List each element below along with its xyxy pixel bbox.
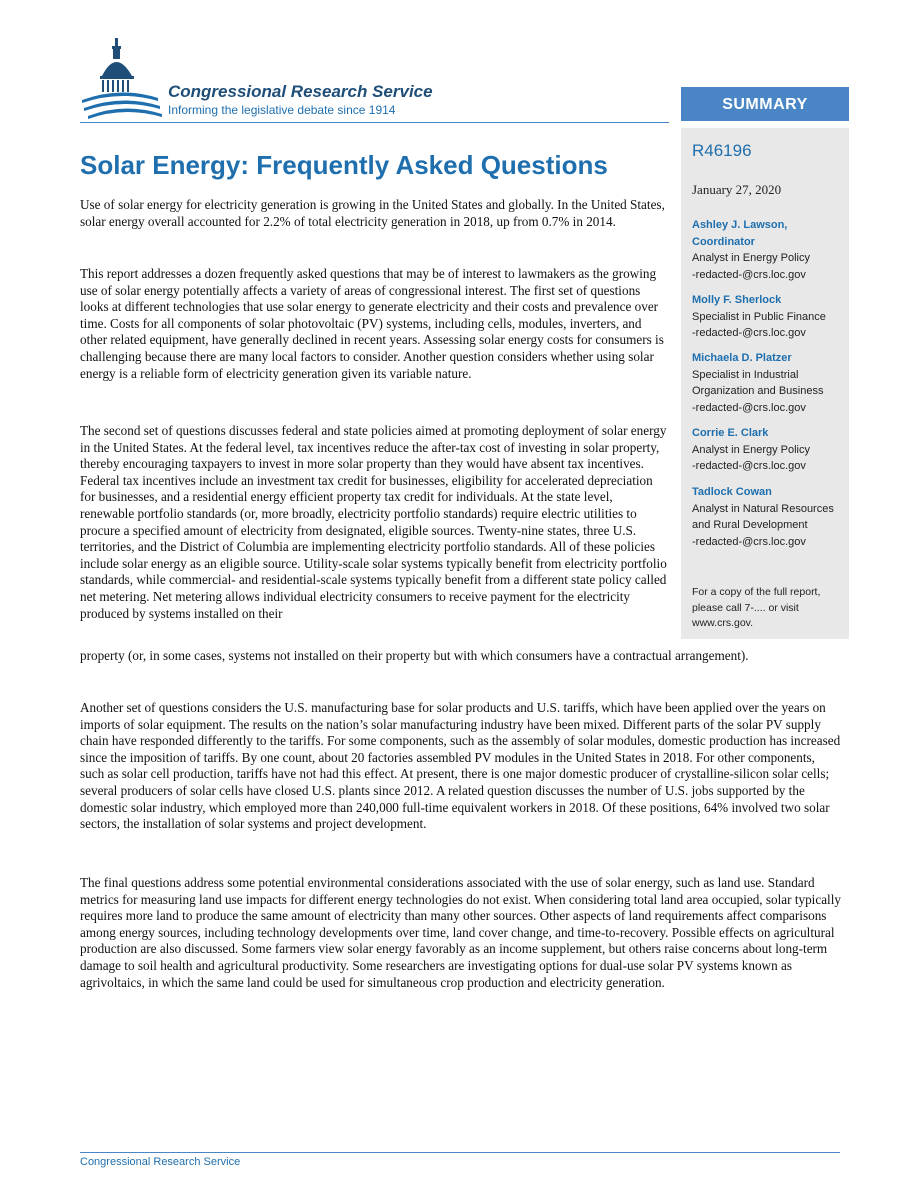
author-email[interactable]: -redacted-@crs.loc.gov [692, 401, 806, 414]
author-role: Specialist in Public Finance [692, 310, 826, 323]
crs-logo [80, 36, 480, 122]
page-title: Solar Energy: Frequently Asked Questions [80, 150, 608, 180]
report-date: January 27, 2020 [692, 182, 782, 197]
author-role: Analyst in Natural Resources and Rural Development [692, 502, 834, 532]
footer-org: Congressional Research Service [80, 1156, 241, 1168]
body-paragraph: The final questions address some potential environmental considerations associated with the use of solar energy, such as land use. Standard metrics for measuring land use impacts for different energy technologies do not exist. When considering total land area occupied, solar typically requires more land to produce the same amount of electricity than many other sources. Other aspects of land requirements affect comparisons among energy sources, including technology developments over time, land cover change, and time-to-recovery. Possible effects on agricultural production are also discussed. Some farmers view solar energy favorably as an income supplement, but others raise concerns about long-term damage to soil health and agricultural productivity. Some researchers are investigating options for dual-use solar PV systems known as agrivoltaics, in which the same land could be used for simultaneous crop production and electricity generation. [80, 875, 841, 990]
author-name[interactable]: Ashley J. Lawson, [692, 219, 788, 231]
author-coordinator: Coordinator [692, 235, 755, 248]
author-name[interactable]: Tadlock Cowan [692, 486, 772, 498]
org-tagline: Informing the legislative debate since 1914 [168, 103, 396, 117]
author-role: Analyst in Energy Policy [692, 252, 810, 265]
author-email[interactable]: -redacted-@crs.loc.gov [692, 268, 806, 281]
author-email[interactable]: -redacted-@crs.loc.gov [692, 535, 806, 548]
org-name: Congressional Research Service [168, 82, 433, 101]
copy-note: For a copy of the full report, please call 7-.... or visit www.crs.gov. [692, 586, 821, 629]
author-role: Analyst in Energy Policy [692, 443, 810, 456]
capitol-dome-icon [80, 36, 170, 122]
author-name[interactable]: Corrie E. Clark [692, 427, 769, 439]
author-name[interactable]: Molly F. Sherlock [692, 294, 782, 306]
header-divider [80, 122, 669, 123]
summary-sidebar [681, 128, 849, 639]
author-email[interactable]: -redacted-@crs.loc.gov [692, 460, 806, 473]
body-paragraph: property (or, in some cases, systems not installed on their property but with which consumers have a contractual arrangement). [80, 648, 749, 663]
footer-divider [80, 1152, 840, 1153]
author-email[interactable]: -redacted-@crs.loc.gov [692, 327, 806, 340]
author-block [692, 425, 848, 475]
body-paragraph: The second set of questions discusses federal and state policies aimed at promoting deployment of solar energy in the United States. At the federal level, tax incentives reduce the after-tax cost of investing in solar property, thereby encouraging taxpayers to invest in more solar property than they would have absent tax incentives. Federal tax incentives include an investment tax credit for businesses, eligibility for accelerated depreciation for businesses, and a residential energy efficient property tax credit for individuals. At the state level, renewable portfolio standards (or, more broadly, electricity portfolio standards) require electric utilities to procure a specified amount of electricity from designated, eligible sources. Twenty-nine states, three U.S. territories, and the District of Columbia are implementing electricity portfolio standards. All of these policies include solar energy as an eligible source. Utility-scale solar systems typically benefit from electricity portfolio standards, while commercial- and residential-scale systems typically benefit from a different state policy called net metering. Net metering allows individual electricity consumers to receive payment for the electricity produced by systems installed on their [80, 423, 667, 621]
body-paragraph: Another set of questions considers the U.S. manufacturing base for solar products and U.S. tariffs, which have been applied over the years on imports of solar equipment. The results on the nation’s solar manufacturing industry have been mixed. Different parts of the solar PV supply chain have responded differently to the tariffs. For some components, such as the assembly of solar modules, domestic production has increased since the imposition of tariffs. By one count, about 20 factories assembled PV modules in the United States in 2018. For other components, such as solar cell production, tariffs have not had this effect. At present, there is one major domestic producer of crystalline-silicon solar cells; several producers of solar cells have closed U.S. plants since 2012. A related question discusses the number of U.S. jobs supported by the domestic solar industry, which employed more than 240,000 full-time equivalent workers in 2018. Of these positions, 64% involved two solar sectors, the installation of solar systems and project development. [80, 700, 841, 832]
body-paragraph: This report addresses a dozen frequently asked questions that may be of interest to lawmakers as the growing use of solar energy potentially affects a variety of areas of congressional interest. The first set of questions looks at different technologies that use solar energy to generate electricity and their costs and prevalence over time. Costs for all components of solar photovoltaic (PV) systems, including cells, modules, inverters, and other related equipment, have generally declined in recent years. Assessing solar energy costs for consumers is challenging because there are many local factors to consider. Another question considers whether using solar energy is a reliable form of electricity generation given its variable nature. [80, 266, 664, 381]
author-role: Specialist in Industrial Organization and Business [692, 368, 824, 398]
author-block [692, 217, 848, 283]
summary-heading: SUMMARY [681, 87, 849, 121]
author-block [692, 292, 848, 342]
author-block [692, 484, 848, 550]
body-paragraph: Use of solar energy for electricity generation is growing in the United States and globally. In the United States, solar energy overall accounted for 2.2% of total electricity generation in 2018, up from 0.7% in 2014. [80, 197, 665, 229]
report-id: R46196 [692, 141, 752, 160]
author-block [692, 350, 848, 416]
author-name[interactable]: Michaela D. Platzer [692, 352, 792, 364]
